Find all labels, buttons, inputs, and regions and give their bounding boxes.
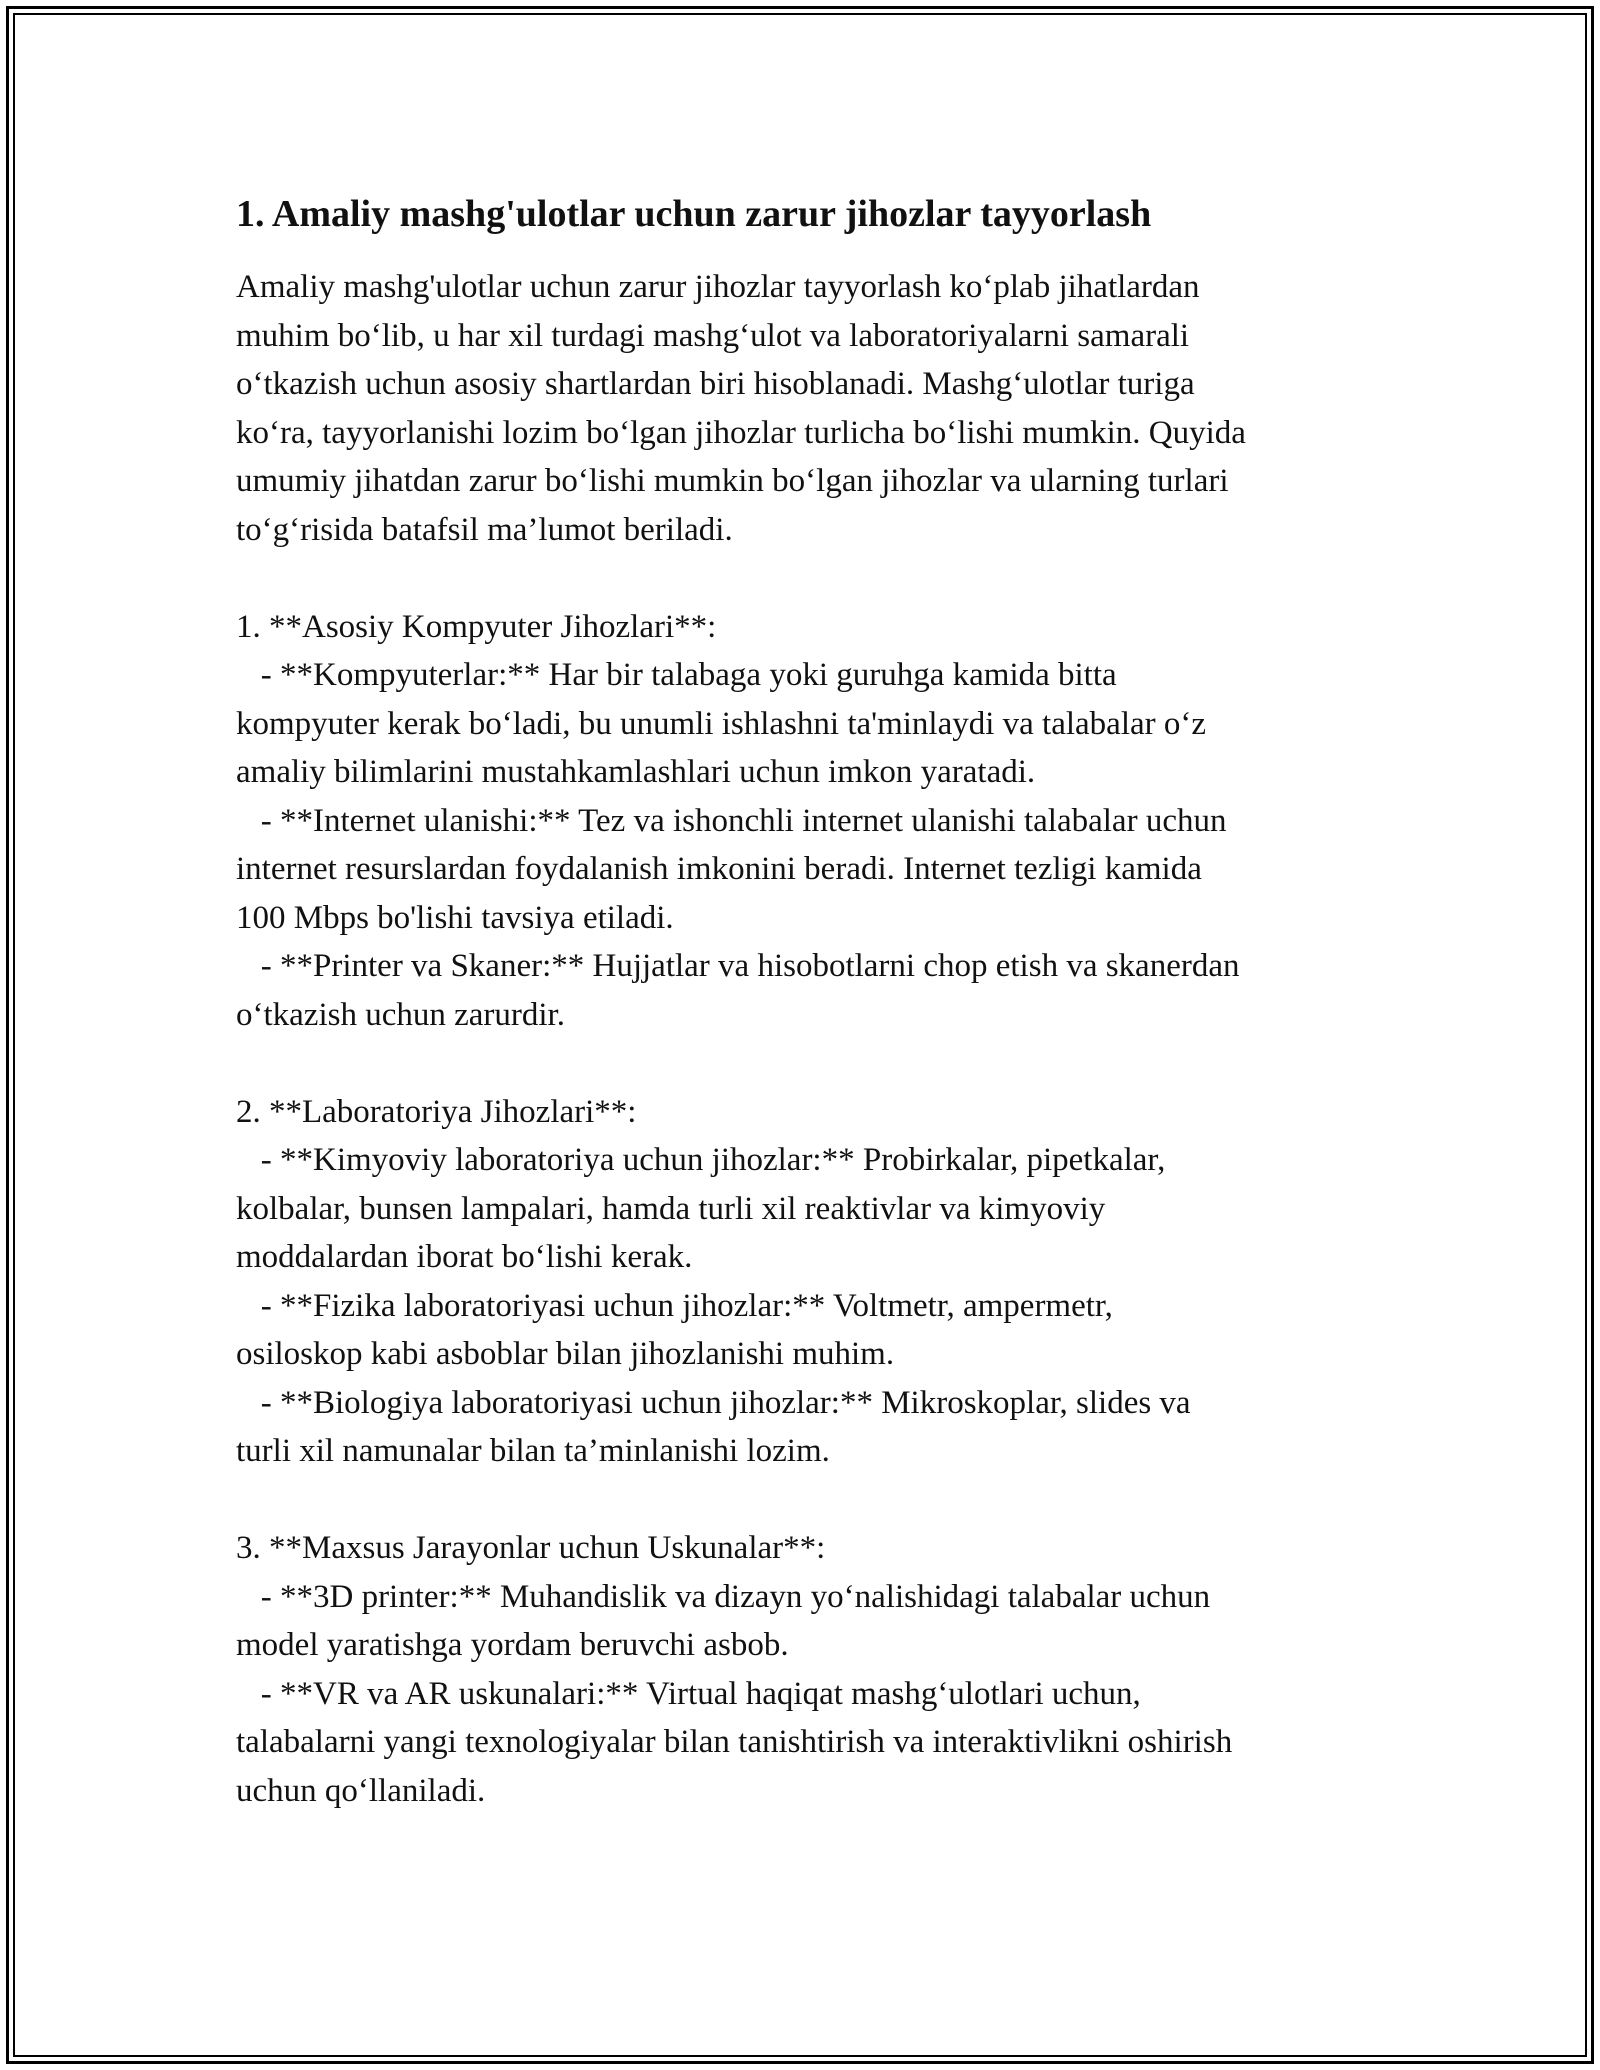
text-line: muhim bo‘lib, u har xil turdagi mashg‘ulot va laboratoriyalarni samarali (236, 317, 1190, 354)
document-heading: 1. Amaliy mashg'ulotlar uchun zarur jihozlar tayyorlash (236, 193, 1152, 235)
list-item-line: - **Kimyoviy laboratoriya uchun jihozlar:** Probirkalar, pipetkalar, (236, 1142, 1166, 1178)
text-line: uchun qo‘llaniladi. (236, 1772, 486, 1809)
list-item-line: - **Biologiya laboratoriyasi uchun jihozlar:** Mikroskoplar, slides va (236, 1384, 1191, 1421)
section-title: 2. **Laboratoriya Jihozlari**: (236, 1093, 637, 1130)
text-line: o‘tkazish uchun asosiy shartlardan biri hisoblanadi. Mashg‘ulotlar turiga (236, 366, 1195, 402)
text-line: kolbalar, bunsen lampalari, hamda turli xil reaktivlar va kimyoviy (236, 1190, 1106, 1227)
paragraph-gap (236, 1476, 1386, 1525)
text-line: Amaliy mashg'ulotlar uchun zarur jihozlar tayyorlash ko‘plab jihatlardan (236, 269, 1200, 305)
section-computer-equipment (236, 603, 1386, 1040)
section-title: 1. **Asosiy Kompyuter Jihozlari**: (236, 608, 717, 645)
paragraph-gap (236, 1039, 1386, 1088)
intro-paragraph (236, 263, 1386, 554)
text-line: internet resurslardan foydalanish imkonini beradi. Internet tezligi kamida (236, 851, 1202, 887)
text-line: amaliy bilimlarini mustahkamlashlari uchun imkon yaratadi. (236, 754, 1036, 790)
list-item-line: - **Fizika laboratoriyasi uchun jihozlar:** Voltmetr, ampermetr, (236, 1287, 1113, 1324)
list-item-line: - **3D printer:** Muhandislik va dizayn yo‘nalishidagi talabalar uchun (236, 1578, 1211, 1615)
text-line: 100 Mbps bo'lishi tavsiya etiladi. (236, 899, 674, 936)
text-line: talabalarni yangi texnologiyalar bilan tanishtirish va interaktivlikni oshirish (236, 1724, 1233, 1760)
text-line: model yaratishga yordam beruvchi asbob. (236, 1627, 789, 1663)
text-line: osiloskop kabi asboblar bilan jihozlanishi muhim. (236, 1336, 895, 1372)
text-line: o‘tkazish uchun zarurdir. (236, 996, 565, 1033)
list-item-line: - **Printer va Skaner:** Hujjatlar va hisobotlarni chop etish va skanerdan (236, 948, 1240, 984)
text-line: kompyuter kerak bo‘ladi, bu unumli ishlashni ta'minlaydi va talabalar o‘z (236, 705, 1207, 742)
list-item-line: - **Kompyuterlar:** Har bir talabaga yoki guruhga kamida bitta (236, 657, 1117, 693)
list-item-line: - **Internet ulanishi:** Tez va ishonchli internet ulanishi talabalar uchun (236, 802, 1227, 839)
document-body (236, 190, 1386, 1815)
section-laboratory-equipment (236, 1088, 1386, 1476)
list-item-line: - **VR va AR uskunalari:** Virtual haqiqat mashg‘ulotlari uchun, (236, 1675, 1141, 1712)
text-line: moddalardan iborat bo‘lishi kerak. (236, 1239, 693, 1275)
text-line: to‘g‘risida batafsil ma’lumot beriladi. (236, 511, 733, 548)
paragraph-gap (236, 554, 1386, 603)
section-special-equipment (236, 1524, 1386, 1815)
section-title: 3. **Maxsus Jarayonlar uchun Uskunalar**: (236, 1530, 826, 1566)
text-line: turli xil namunalar bilan ta’minlanishi lozim. (236, 1433, 830, 1469)
text-line: umumiy jihatdan zarur bo‘lishi mumkin bo‘lgan jihozlar va ularning turlari (236, 463, 1229, 499)
text-line: ko‘ra, tayyorlanishi lozim bo‘lgan jihozlar turlicha bo‘lishi mumkin. Quyida (236, 414, 1246, 451)
